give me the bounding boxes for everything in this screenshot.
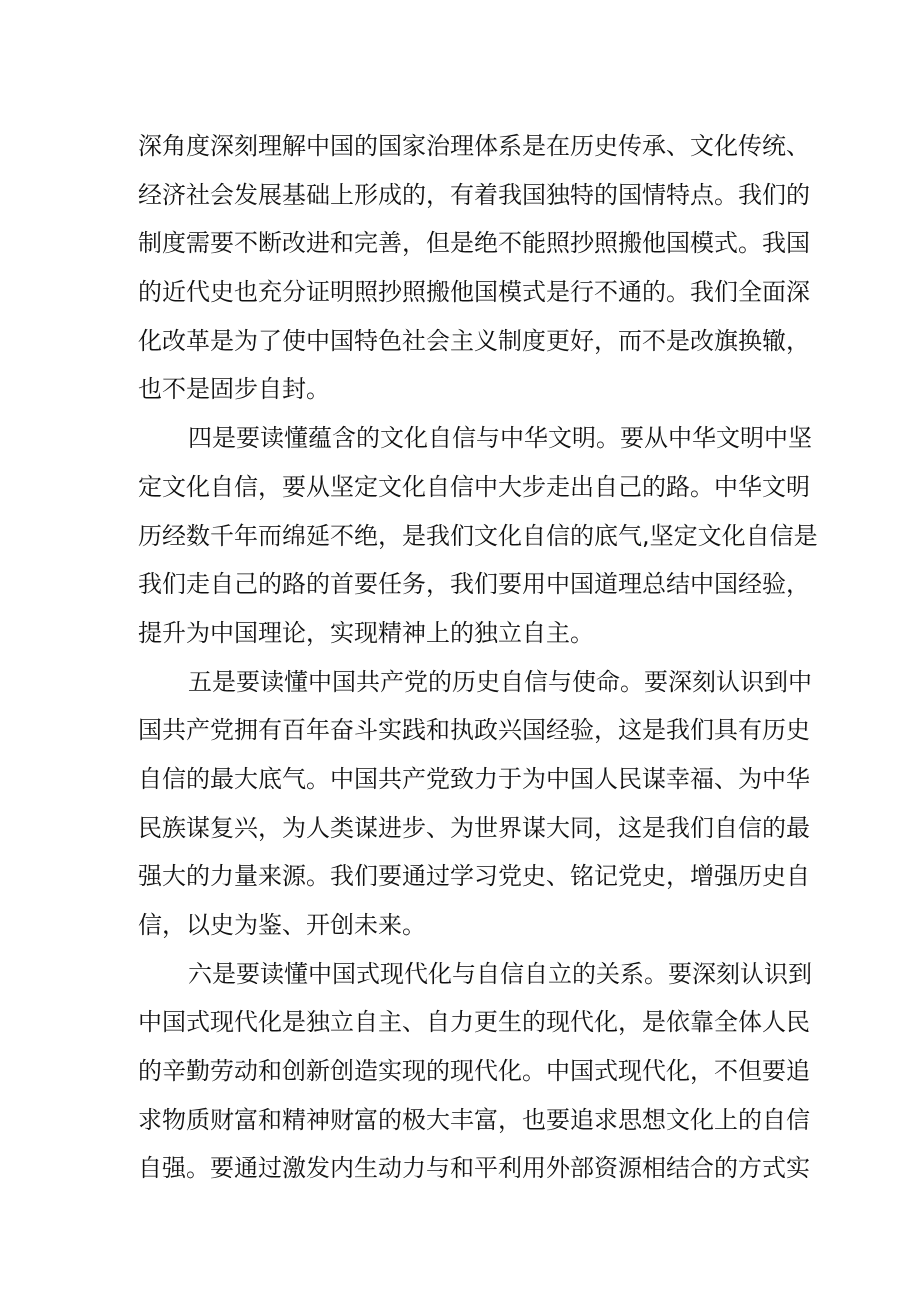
text-line: 的辛勤劳动和创新创造实现的现代化。中国式现代化，不但要追 xyxy=(138,1057,810,1086)
text-line: 化改革是为了使中国特色社会主义制度更好，而不是改旗换辙， xyxy=(138,326,810,355)
text-line: 也不是固步自封。 xyxy=(138,375,330,404)
text-line: 求物质财富和精神财富的极大丰富，也要追求思想文化上的自信 xyxy=(138,1105,810,1134)
text-line: 的近代史也充分证明照抄照搬他国模式是行不通的。我们全面深 xyxy=(138,278,810,307)
text-line: 经济社会发展基础上形成的，有着我国独特的国情特点。我们的 xyxy=(138,180,810,209)
text-line: 信，以史为鉴、开创未来。 xyxy=(138,911,426,939)
body-text xyxy=(138,122,818,1193)
text-line: 我们走自己的路的首要任务，我们要用中国道理总结中国经验， xyxy=(138,570,810,599)
paragraph-3 xyxy=(138,658,812,950)
text-line: 自信的最大底气。中国共产党致力于为中国人民谋幸福、为中华 xyxy=(138,764,810,793)
text-line: 中国式现代化是独立自主、自力更生的现代化，是依靠全体人民 xyxy=(138,1008,810,1037)
paragraph-1 xyxy=(138,122,810,414)
paragraph-2 xyxy=(138,414,818,657)
text-line: 强大的力量来源。我们要通过学习党史、铭记党史，增强历史自 xyxy=(138,862,810,891)
text-line: 五是要读懂中国共产党的历史自信与使命。要深刻认识到中 xyxy=(188,667,812,696)
text-line: 四是要读懂蕴含的文化自信与中华文明。要从中华文明中坚 xyxy=(188,424,812,453)
text-line: 深角度深刻理解中国的国家治理体系是在历史传承、文化传统、 xyxy=(138,132,810,160)
paragraph-4 xyxy=(138,950,812,1193)
text-line: 历经数千年而绵延不绝，是我们文化自信的底气,坚定文化自信是 xyxy=(138,521,818,550)
text-line: 民族谋复兴，为人类谋进步、为世界谋大同，这是我们自信的最 xyxy=(138,813,810,842)
text-line: 定文化自信，要从坚定文化自信中大步走出自己的路。中华文明 xyxy=(138,472,810,501)
text-line: 六是要读懂中国式现代化与自信自立的关系。要深刻认识到 xyxy=(188,959,812,988)
text-line: 自强。要通过激发内生动力与和平利用外部资源相结合的方式实 xyxy=(138,1154,810,1183)
text-line: 制度需要不断改进和完善，但是绝不能照抄照搬他国模式。我国 xyxy=(138,229,810,258)
text-line: 提升为中国理论，实现精神上的独立自主。 xyxy=(138,618,594,647)
text-line: 国共产党拥有百年奋斗实践和执政兴国经验，这是我们具有历史 xyxy=(138,716,810,745)
